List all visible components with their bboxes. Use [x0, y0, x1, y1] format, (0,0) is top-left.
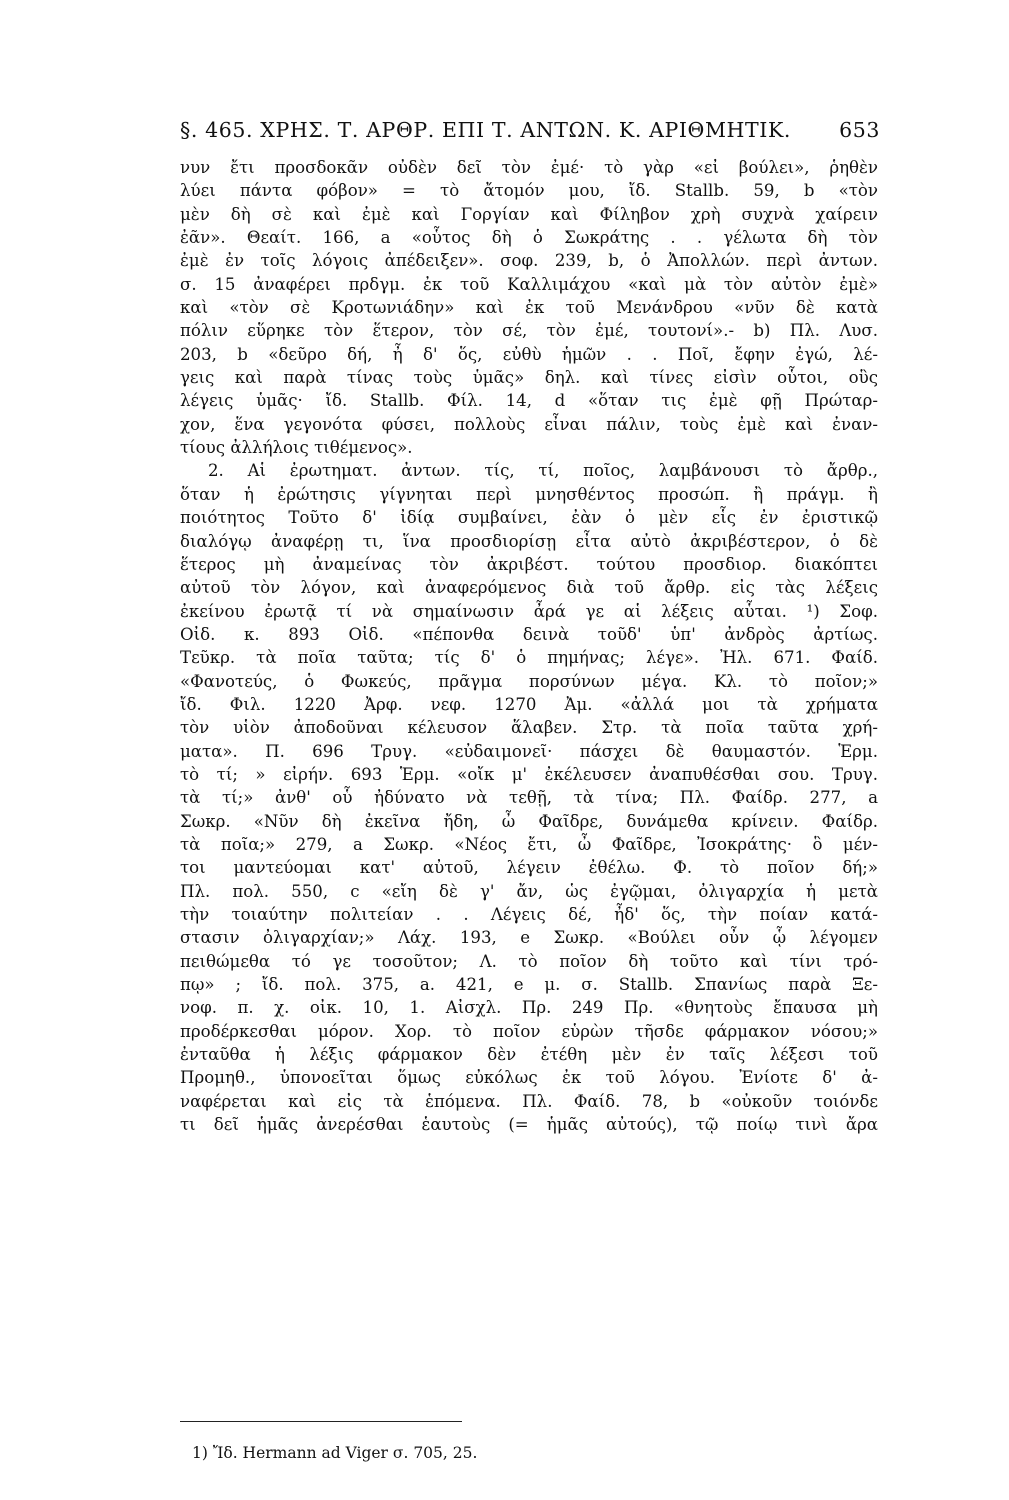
text-line: τίους ἀλλήλοις τιθέμενος». — [180, 438, 413, 458]
text-line: αὐτοῦ τὸν λόγον, καὶ ἀναφερόμενος διὰ τοῦ ἄρθρ. εἰς τὰς λέξεις — [180, 578, 878, 598]
text-line: «Φανοτεύς, ὁ Φωκεύς, πρᾶγμα πορσύνων μέγα. Κλ. τὸ ποῖον;» — [180, 671, 878, 691]
footnote: 1) Ἴδ. Hermann ad Viger σ. 705, 25. — [192, 1444, 478, 1462]
text-line: γεις καὶ παρὰ τίνας τοὺς ὑμᾶς» δηλ. καὶ τίνες εἰσὶν οὗτοι, οὓς — [180, 368, 878, 388]
text-line: πειθώμεθα τό γε τοσοῦτον; Λ. τὸ ποῖον δὴ τοῦτο καὶ τίνι τρό- — [180, 951, 878, 971]
text-line: Τεῦκρ. τὰ ποῖα ταῦτα; τίς δ' ὁ πημήνας; λέγε». Ἠλ. 671. Φαίδ. — [180, 648, 878, 668]
text-line: 203, b «δεῦρο δή, ἦ δ' ὅς, εὐθὺ ἡμῶν . . Ποῖ, ἔφην ἐγώ, λέ- — [180, 344, 878, 364]
text-line: λύει πάντα φόβον» = τὸ ἄτομόν μου, ἴδ. Stallb. 59, b «τὸν — [180, 181, 878, 201]
text-line: σ. 15 ἀναφέρει πρδγμ. ἐκ τοῦ Καλλιμάχου «καὶ μὰ τὸν αὐτὸν ἐμὲ» — [180, 274, 878, 294]
text-line: χον, ἕνα γεγονότα φύσει, πολλοὺς εἶναι πάλιν, τοὺς ἐμὲ καὶ ἐναν- — [180, 414, 878, 434]
text-line: Πλ. πολ. 550, c «εἴη δὲ γ' ἄν, ὡς ἐγῷμαι, ὀλιγαρχία ἡ μετὰ — [180, 881, 878, 901]
text-line: προδέρκεσθαι μόρον. Χορ. τὸ ποῖον εὑρὼν τῆσδε φάρμακον νόσου;» — [180, 1021, 878, 1041]
text-line: τὸ τί; » εἰρήν. 693 Ἑρμ. «οἴκ μ' ἐκέλευσεν ἀναπυθέσθαι σου. Τρυγ. — [180, 764, 878, 784]
text-line: τὰ τί;» ἀνθ' οὗ ἠδύνατο νὰ τεθῇ, τὰ τίνα; Πλ. Φαίδρ. 277, a — [180, 788, 878, 808]
text-line: στασιν ὀλιγαρχίαν;» Λάχ. 193, e Σωκρ. «Βούλει οὖν ᾧ λέγομεν — [180, 928, 878, 948]
text-line: Προμηθ., ὑπονοεῖται ὅμως εὐκόλως ἐκ τοῦ λόγου. Ἐνίοτε δ' ἀ- — [180, 1068, 878, 1088]
text-line: τοι μαντεύομαι κατ' αὐτοῦ, λέγειν ἐθέλω. Φ. τὸ ποῖον δή;» — [180, 858, 878, 878]
text-line: νοφ. π. χ. οἰκ. 10, 1. Αἰσχλ. Πρ. 249 Πρ. «θνητοὺς ἔπαυσα μὴ — [180, 998, 878, 1018]
text-line: ἕτερος μὴ ἀναμείνας τὸν ἀκριβέστ. τούτου προσδιορ. διακόπτει — [180, 554, 878, 574]
text-line: ὅταν ἡ ἐρώτησις γίγνηται περὶ μνησθέντος προσώπ. ἢ πράγμ. ἢ — [180, 484, 878, 504]
text-line: Σωκρ. «Νῦν δὴ ἐκεῖνα ἤδη, ὦ Φαῖδρε, δυνάμεθα κρίνειν. Φαίδρ. — [180, 811, 878, 831]
running-title: §. 465. ΧΡΗΣ. Τ. ΑΡΘΡ. ΕΠΙ Τ. ΑΝΤΩΝ. Κ. ΑΡΙΘΜΗΤΙΚ. — [180, 118, 792, 142]
text-line: τὰ ποῖα;» 279, a Σωκρ. «Νέος ἔτι, ὦ Φαῖδρε, Ἰσοκράτης· ὃ μέν- — [180, 834, 878, 854]
text-line: ἴδ. Φιλ. 1220 Ἀρφ. νεφ. 1270 Ἀμ. «ἀλλά μοι τὰ χρήματα — [180, 694, 878, 714]
footnote-divider — [180, 1421, 462, 1422]
text-line: διαλόγῳ ἀναφέρῃ τι, ἵνα προσδιορίσῃ εἶτα αὐτὸ ἀκριβέστερον, ὁ δὲ — [180, 531, 878, 551]
text-line: ἐκείνου ἐρωτᾷ τί νὰ σημαίνωσιν ἆρά γε αἱ λέξεις αὗται. ¹) Σοφ. — [180, 601, 878, 621]
text-line: τὴν τοιαύτην πολιτείαν . . Λέγεις δέ, ἦδ' ὅς, τὴν ποίαν κατά- — [180, 905, 878, 924]
text-line: ἐμὲ ἐν τοῖς λόγοις ἀπέδειξεν». σοφ. 239, b, ὁ Ἀπολλών. περὶ ἀντων. — [180, 251, 878, 271]
text-line: καὶ «τὸν σὲ Κροτωνιάδην» καὶ ἐκ τοῦ Μενάνδρου «νῦν δὲ κατὰ — [180, 298, 878, 318]
text-line: λέγεις ὑμᾶς· ἴδ. Stallb. Φίλ. 14, d «ὅταν τις ἐμὲ φῇ Πρώταρ- — [180, 391, 878, 411]
text-line: νυν ἔτι προσδοκᾶν οὐδὲν δεῖ τὸν ἐμέ· τὸ γὰρ «εἰ βούλει», ῥηθὲν — [180, 158, 878, 177]
running-head — [180, 118, 880, 142]
text-line: μὲν δὴ σὲ καὶ ἐμὲ καὶ Γοργίαν καὶ Φίληβον χρὴ συχνὰ χαίρειν — [180, 204, 878, 224]
text-line: ἐᾶν». Θεαίτ. 166, a «οὗτος δὴ ὁ Σωκράτης . . γέλωτα δὴ τὸν — [180, 228, 878, 248]
text-line: ποιότητος Τοῦτο δ' ἰδίᾳ συμβαίνει, ἐὰν ὁ μὲν εἷς ἐν ἐριστικῷ — [180, 508, 878, 528]
text-line: Οἰδ. κ. 893 Οἰδ. «πέπονθα δεινὰ τοῦδ' ὑπ' ἀνδρὸς ἀρτίως. — [180, 624, 878, 644]
text-line: πῳ» ; ἴδ. πολ. 375, a. 421, e μ. σ. Stallb. Σπανίως παρὰ Ξε- — [180, 975, 878, 995]
page-number: 653 — [839, 118, 880, 142]
text-line: πόλιν εὕρηκε τὸν ἕτερον, τὸν σέ, τὸν ἐμέ, τουτονί».- b) Πλ. Λυσ. — [180, 321, 878, 341]
body-text — [180, 156, 878, 1136]
text-line: ναφέρεται καὶ εἰς τὰ ἑπόμενα. Πλ. Φαίδ. 78, b «οὐκοῦν τοιόνδε — [180, 1091, 878, 1111]
text-line: τι δεῖ ἡμᾶς ἀνερέσθαι ἑαυτοὺς (= ἡμᾶς αὐτούς), τῷ ποίῳ τινὶ ἄρα — [180, 1115, 878, 1135]
text-line: ἐνταῦθα ἡ λέξις φάρμακον δὲν ἐτέθη μὲν ἐν ταῖς λέξεσι τοῦ — [180, 1045, 878, 1065]
text-line: τὸν υἱὸν ἀποδοῦναι κέλευσον ἅλαβεν. Στρ. τὰ ποῖα ταῦτα χρή- — [180, 718, 878, 738]
text-line: ματα». Π. 696 Τρυγ. «εὐδαιμονεῖ· πάσχει δὲ θαυμαστόν. Ἑρμ. — [180, 741, 878, 761]
section-start-line: 2. Αἱ ἐρωτηματ. ἀντων. τίς, τί, ποῖος, λαμβάνουσι τὸ ἄρθρ., — [208, 461, 878, 481]
